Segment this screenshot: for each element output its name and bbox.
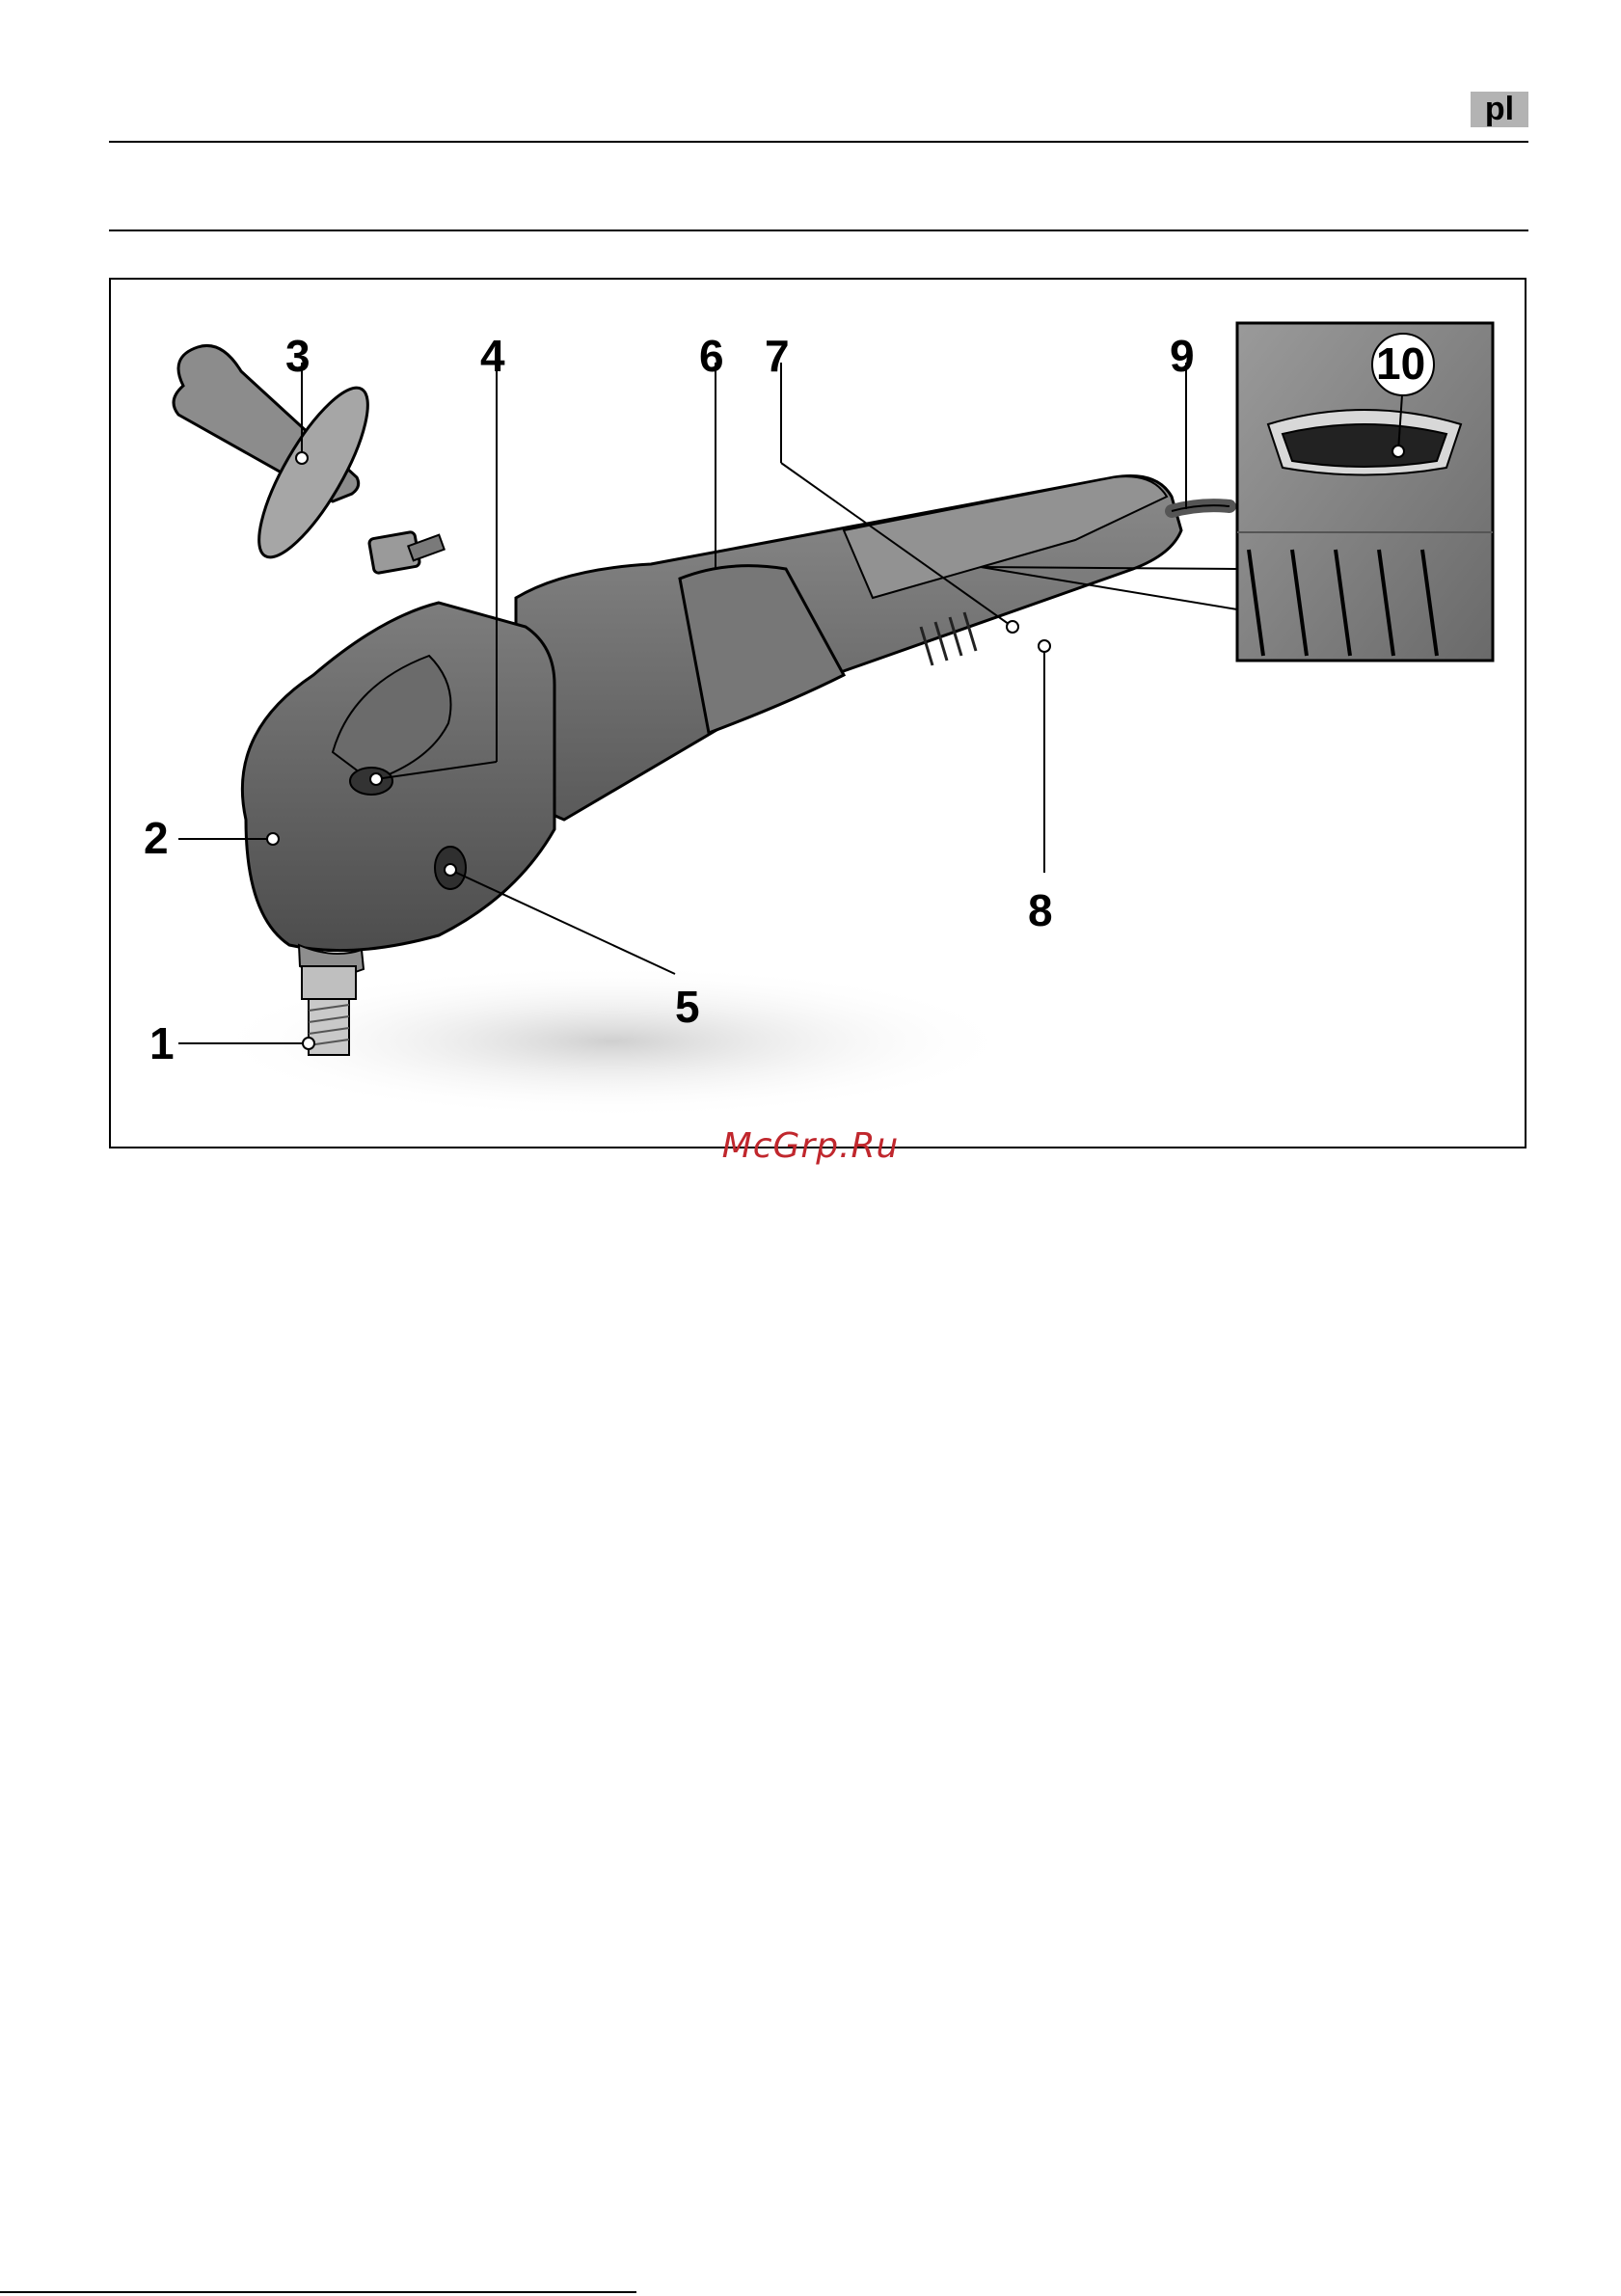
speed-dial-inset — [1237, 323, 1493, 661]
callout-6: 6 — [699, 331, 724, 381]
callout-8: 8 — [1028, 885, 1053, 935]
footer-rule — [0, 2291, 636, 2293]
callout-9: 9 — [1170, 331, 1195, 381]
language-badge: pl — [1471, 92, 1528, 127]
watermark: McGrp.Ru — [721, 1126, 900, 1166]
callout-7: 7 — [765, 331, 790, 381]
callout-5: 5 — [675, 982, 700, 1032]
header-rule-bottom — [109, 230, 1528, 231]
callout-10: 10 — [1376, 338, 1426, 389]
header-rule-top — [109, 141, 1528, 143]
tool-illustration-figure — [109, 278, 1526, 1148]
callout-3: 3 — [285, 331, 311, 381]
callout-4: 4 — [480, 331, 505, 381]
polisher-illustration — [111, 280, 1526, 1148]
callout-1: 1 — [149, 1018, 175, 1068]
callout-2: 2 — [144, 813, 169, 863]
